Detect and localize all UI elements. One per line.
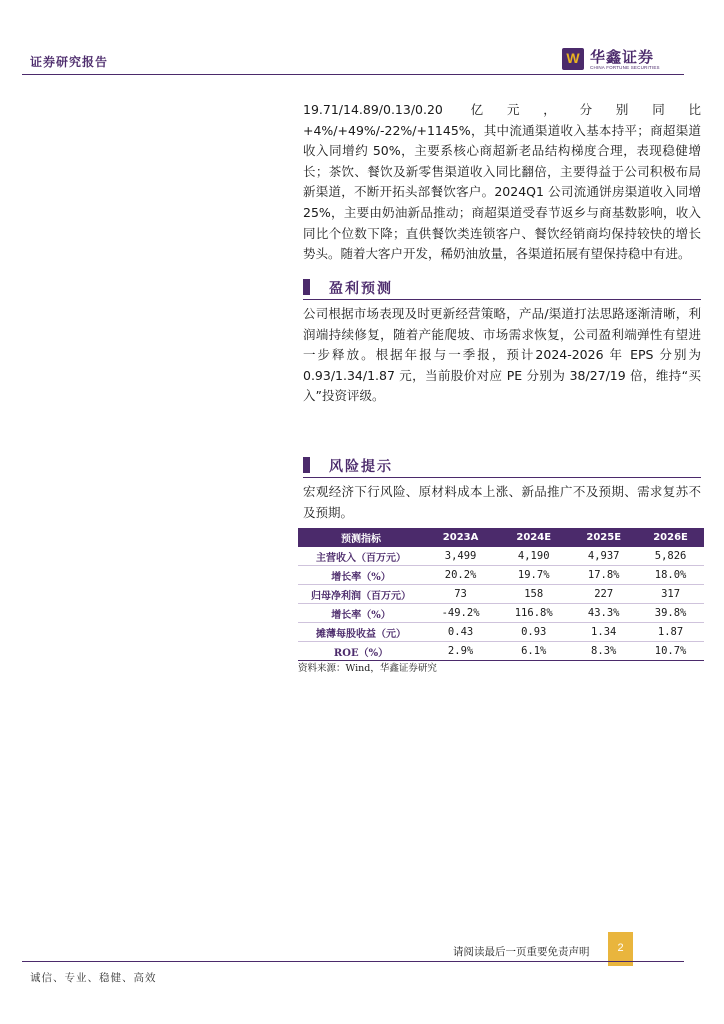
table-header-cell: 2023A	[424, 528, 497, 547]
table-cell: 4,190	[497, 547, 570, 566]
table-cell: -49.2%	[424, 604, 497, 623]
table-cell: 116.8%	[497, 604, 570, 623]
logo-name-cn: 华鑫证券	[590, 48, 655, 66]
table-cell: 8.3%	[570, 642, 637, 661]
risk-warning-paragraph: 宏观经济下行风险、原材料成本上涨、新品推广不及预期、需求复苏不及预期。	[303, 484, 701, 520]
earnings-forecast-paragraph: 公司根据市场表现及时更新经营策略，产品/渠道打法思路逐渐清晰，利润端持续修复，随着产能爬坡、市场需求恢复，公司盈利端弹性有望进一步释放。根据年报与一季报，预计2024-2026 年 EPS 分别为 0.93/1.34/1.87 元，当前股价对应 PE 分别为 38/27/19 倍，维持“买入”投资评级。	[303, 306, 701, 404]
channel-revenue-paragraph: 19.71/14.89/0.13/0.20 亿元，分别同比+4%/+49%/-22%/+1145%，其中流通渠道收入基本持平；商超渠道收入同增约 50%，主要系核心商超新老品结构梯度合理，表现稳健增长；茶饮、餐饮及新零售渠道收入同比翻倍，主要得益于公司积极布局新渠道，不断开拓头部餐饮客户。2024Q1 公司流通饼房渠道收入同增 25%，主要由奶油新品推动；商超渠道受春节返乡与商基数影响，收入同比个位数下降；直供餐饮类连锁客户、餐饮经销商均保持较快的增长势头。随着大客户开发，稀奶油放量，各渠道拓展有望保持稳中有进。	[303, 102, 701, 262]
table-cell: 19.7%	[497, 566, 570, 585]
table-row	[298, 566, 704, 585]
table-cell: 4,937	[570, 547, 637, 566]
table-cell: 1.87	[637, 623, 704, 642]
footer-divider	[22, 961, 684, 962]
table-row	[298, 547, 704, 566]
row-label: 增长率（%）	[298, 566, 424, 585]
table-source-note: 资料来源：Wind，华鑫证券研究	[298, 663, 437, 674]
table-cell: 5,826	[637, 547, 704, 566]
table-header-cell: 2024E	[497, 528, 570, 547]
table-cell: 2.9%	[424, 642, 497, 661]
table-row	[298, 585, 704, 604]
forecast-table	[298, 528, 704, 661]
section-marker-icon	[303, 457, 310, 473]
table-header-cell: 2025E	[570, 528, 637, 547]
table-row	[298, 623, 704, 642]
row-label: 增长率（%）	[298, 604, 424, 623]
table-header-row	[298, 528, 704, 547]
row-label: 归母净利润（百万元）	[298, 585, 424, 604]
table-cell: 3,499	[424, 547, 497, 566]
table-cell: 227	[570, 585, 637, 604]
table-row	[298, 642, 704, 661]
table-cell: 43.3%	[570, 604, 637, 623]
table-cell: 6.1%	[497, 642, 570, 661]
row-label: ROE（%）	[298, 642, 424, 661]
logo-mark-icon	[562, 48, 584, 70]
table-header-cell: 2026E	[637, 528, 704, 547]
section-divider	[303, 477, 701, 478]
header-divider	[22, 74, 684, 75]
logo-name-en: CHINA FORTUNE SECURITIES	[590, 65, 660, 70]
table-cell: 18.0%	[637, 566, 704, 585]
report-header-title: 证券研究报告	[30, 55, 109, 69]
section-title: 风险提示	[329, 459, 393, 475]
table-header-cell: 预测指标	[298, 528, 424, 547]
section-title: 盈利预测	[329, 281, 393, 297]
table-cell: 1.34	[570, 623, 637, 642]
table-cell: 158	[497, 585, 570, 604]
company-logo	[562, 46, 662, 74]
table-cell: 73	[424, 585, 497, 604]
table-row	[298, 604, 704, 623]
row-label: 主营收入（百万元）	[298, 547, 424, 566]
section-marker-icon	[303, 279, 310, 295]
company-motto: 诚信、专业、稳健、高效	[30, 972, 157, 984]
table-cell: 20.2%	[424, 566, 497, 585]
row-label: 摊薄每股收益（元）	[298, 623, 424, 642]
table-cell: 0.43	[424, 623, 497, 642]
table-cell: 10.7%	[637, 642, 704, 661]
table-cell: 39.8%	[637, 604, 704, 623]
section-divider	[303, 299, 701, 300]
table-cell: 0.93	[497, 623, 570, 642]
table-cell: 317	[637, 585, 704, 604]
page-number: 2	[617, 942, 624, 954]
table-cell: 17.8%	[570, 566, 637, 585]
disclaimer-note: 请阅读最后一页重要免责声明	[453, 946, 590, 958]
